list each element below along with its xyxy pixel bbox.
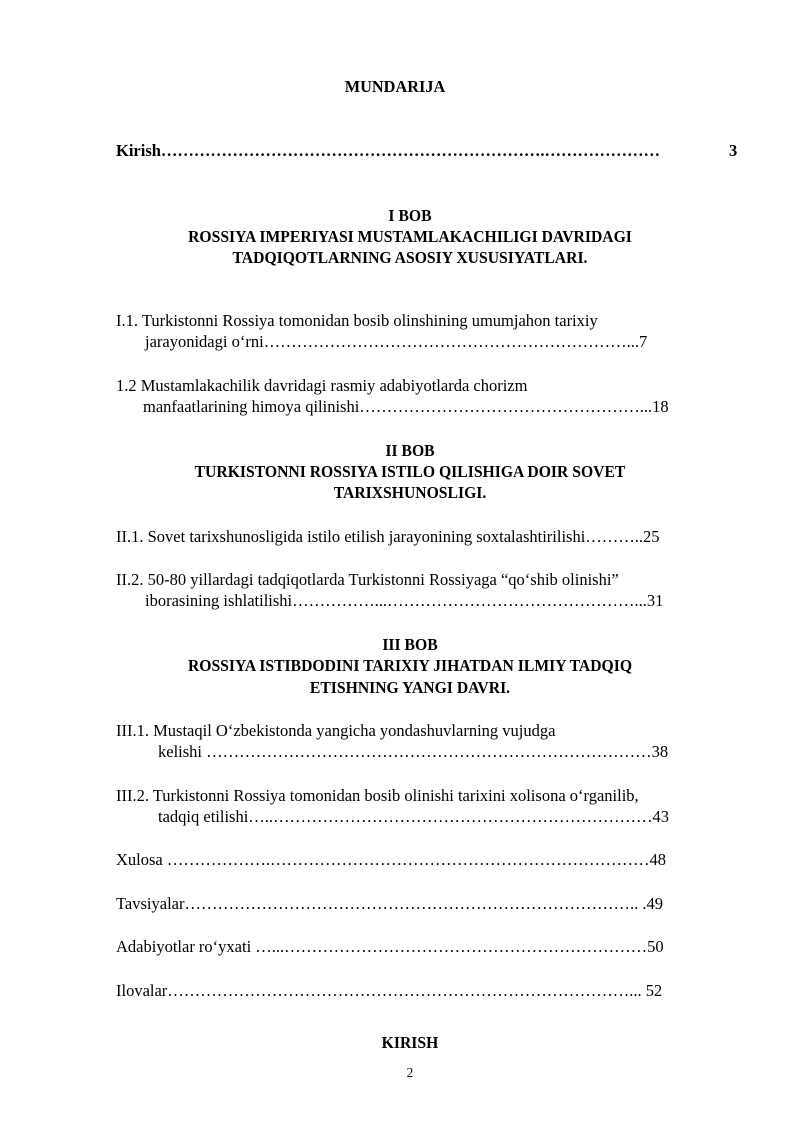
page-number: 2 [406,1066,414,1081]
toc-entry-adabiyotlar: Adabiyotlar ro‘yxati …...…………………………………………………………50 [116,937,664,956]
toc-entry-1-2-line2: manfaatlarining himoya qilinishi……………………………………………...18 [143,397,669,416]
chapter3-label: III BOB [382,635,438,654]
toc-entry-ilovalar: Ilovalar…………………………………………………………………………... 52 [116,981,663,1000]
toc-entry-3-2-line1: III.2. Turkistonni Rossiya tomonidan bosib olinishi tarixini xolisona o‘rganilib, [116,786,639,805]
chapter1-title-line2: TADQIQOTLARNING ASOSIY XUSUSIYATLARI. [232,248,588,267]
chapter1-title-line1: ROSSIYA IMPERIYASI MUSTAMLAKACHILIGI DAVRIDAGI [188,227,632,246]
toc-entry-3-1-line1: III.1. Mustaqil O‘zbekistonda yangicha yondashuvlarning vujudga [116,721,556,740]
toc-entry-2-1: II.1. Sovet tarixshunosligida istilo etilish jarayonining soxtalashtirilishi………..25 [116,527,660,546]
toc-entry-1-1-line2: jarayonidagi o‘rni…………………………………………………………...7 [145,332,648,351]
toc-entry-1-2-line1: 1.2 Mustamlakachilik davridagi rasmiy adabiyotlarda chorizm [116,376,528,395]
chapter1-label: I BOB [388,206,432,225]
toc-entry-tavsiyalar: Tavsiyalar……………………………………………………………………….. .49 [116,894,663,913]
chapter3-title-line2: ETISHNING YANGI DAVRI. [309,678,511,697]
toc-entry-3-2-line2: tadqiq etilishi…..……………………………………………………………43 [158,807,670,826]
next-section-heading: KIRISH [381,1033,439,1052]
toc-intro-entry: Kirish…………………………………………………………….………………… [116,141,661,160]
toc-entry-xulosa: Xulosa ……………….……………………………………………………………48 [116,850,666,869]
toc-title: MUNDARIJA [344,77,446,96]
chapter2-title-line2: TARIXSHUNOSLIGI. [333,483,487,502]
chapter2-label: II BOB [385,441,435,460]
toc-intro-page: 3 [729,141,738,160]
toc-entry-1-1-line1: I.1. Turkistonni Rossiya tomonidan bosib olinshining umumjahon tarixiy [116,311,598,330]
chapter3-title-line1: ROSSIYA ISTIBDODINI TARIXIY JIHATDAN ILMIY TADQIQ [187,656,633,675]
chapter2-title-line1: TURKISTONNI ROSSIYA ISTILO QILISHIGA DOIR SOVET [194,462,626,481]
toc-entry-3-1-line2: kelishi ………………………………………………………………………38 [158,742,669,761]
toc-entry-2-2-line1: II.2. 50-80 yillardagi tadqiqotlarda Turkistonni Rossiyaga “qo‘shib olinishi” [116,570,619,589]
toc-entry-2-2-line2: iborasining ishlatilishi……………...………………………………………...31 [145,591,664,610]
